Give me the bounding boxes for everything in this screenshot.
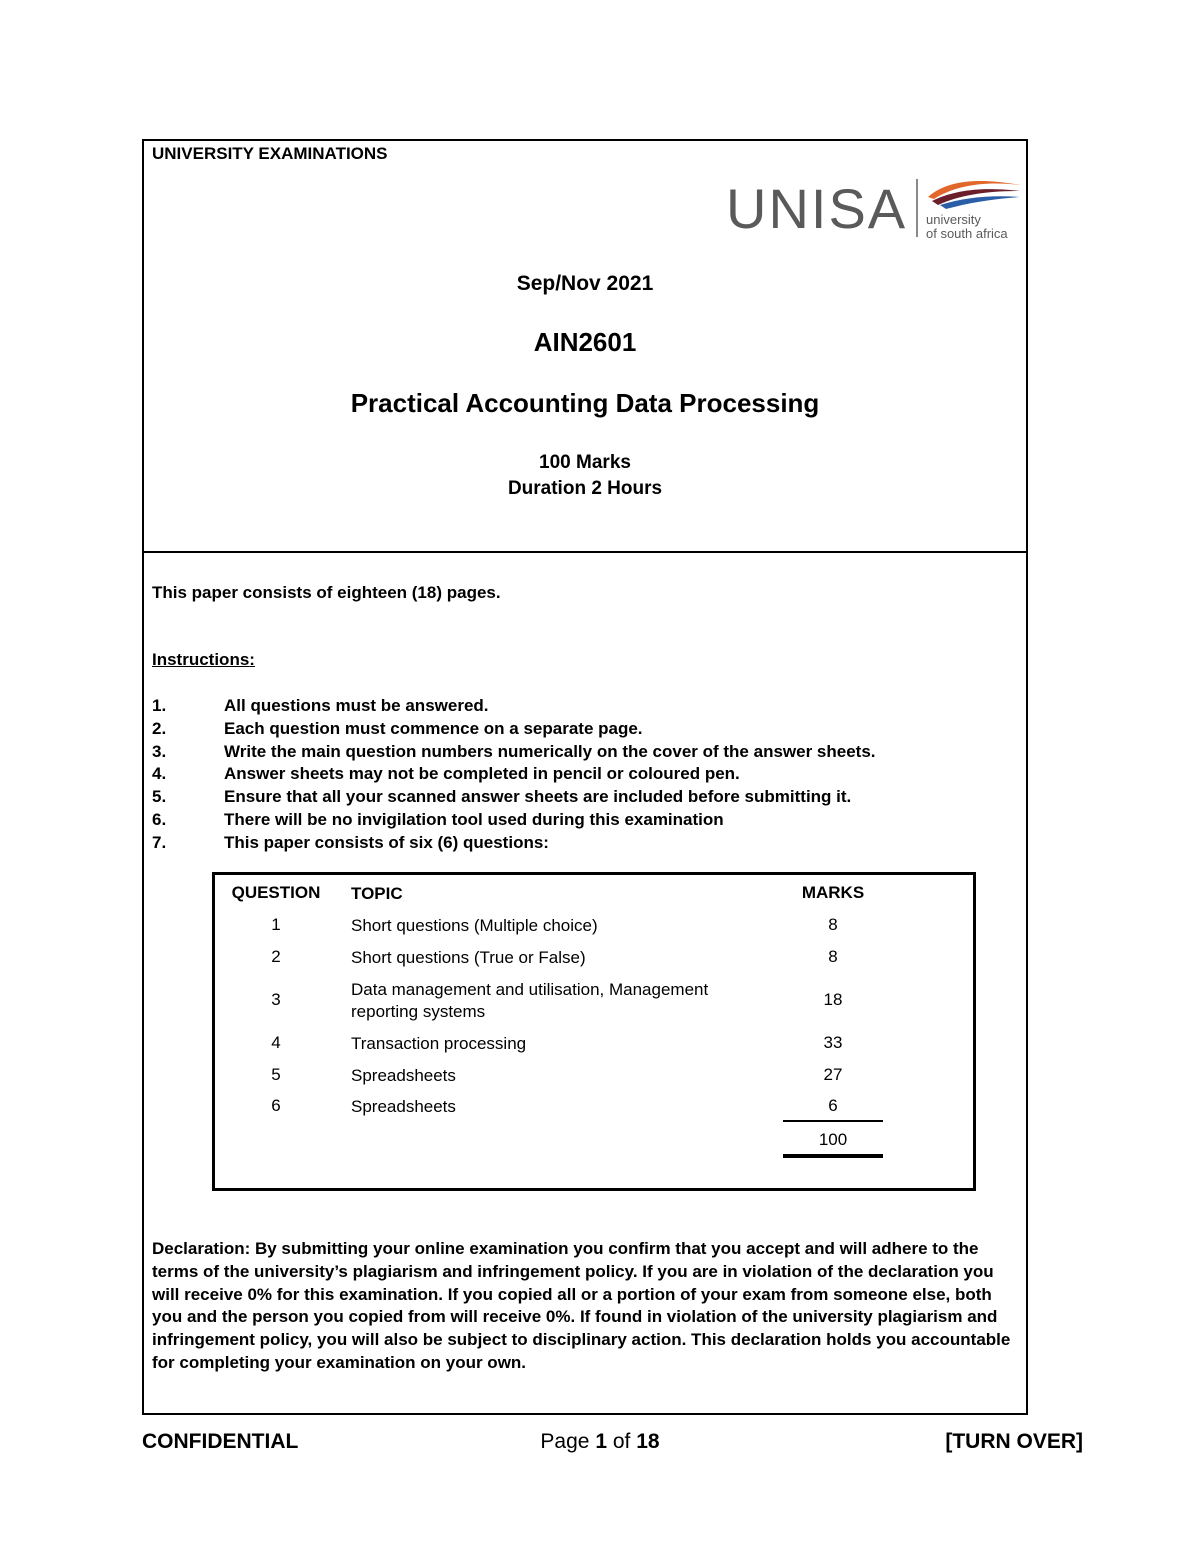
list-item (152, 695, 876, 718)
section-divider (144, 551, 1026, 553)
list-item-text: This paper consists of six (6) questions: (224, 832, 549, 852)
question-number: 2 (271, 947, 281, 966)
list-item (152, 809, 876, 832)
declaration: Declaration: By submitting your online examination you confirm that you accept and will adhere to the terms of the university’s plagiarism and infringement policy. If you are in violation of the declaration you will receive 0% for this examination. If you copied all or a portion of your exam from someone else, both you and the person you copied from will receive 0%. If found in violation of the university plagiarism and infringement policy, you will also be subject to disciplinary action. This declaration holds you accountable for completing your examination on your own. (152, 1239, 1011, 1372)
total-double-rule (783, 1154, 883, 1158)
header-question: QUESTION (231, 883, 321, 902)
module-code: AIN2601 (533, 327, 637, 357)
list-item-text: Each question must commence on a separate page. (224, 718, 643, 738)
instructions-heading (152, 650, 255, 670)
footer-page-total: 18 (636, 1430, 660, 1453)
module-title: Practical Accounting Data Processing (350, 388, 820, 418)
footer-confidential: CONFIDENTIAL (142, 1430, 299, 1453)
question-marks: 18 (823, 990, 843, 1009)
question-topic: Spreadsheets (351, 1066, 456, 1085)
list-item-text: Answer sheets may not be completed in pencil or coloured pen. (224, 764, 740, 784)
list-item-text: Ensure that all your scanned answer sheets are included before submitting it. (224, 787, 852, 807)
question-marks: 8 (828, 915, 838, 934)
marks-duration (144, 450, 1026, 502)
question-topic: Transaction processing (351, 1034, 527, 1053)
footer-page-of: of (612, 1430, 631, 1453)
total-marks: 100 Marks (539, 452, 631, 473)
question-marks: 33 (823, 1033, 843, 1052)
list-item-text: Write the main question numbers numerically on the cover of the answer sheets. (224, 741, 876, 761)
header-marks: MARKS (801, 883, 865, 902)
question-number: 6 (271, 1096, 281, 1115)
header-label: UNIVERSITY EXAMINATIONS (152, 144, 388, 163)
question-topic: Spreadsheets (351, 1097, 456, 1116)
list-item (152, 786, 876, 809)
question-number: 4 (271, 1033, 281, 1052)
header-topic: TOPIC (351, 884, 403, 903)
list-item (152, 763, 876, 786)
list-item-text: All questions must be answered. (224, 696, 489, 715)
instructions-list (152, 695, 876, 855)
question-number: 5 (271, 1065, 281, 1084)
question-number: 3 (271, 990, 281, 1009)
logo-swoosh-icon (926, 175, 1022, 211)
list-item-number: 2. (152, 718, 167, 738)
instructions-colon: : (249, 650, 255, 669)
list-item-number: 1. (152, 696, 167, 715)
question-number: 1 (271, 915, 281, 934)
subtotal-rule (783, 1120, 883, 1122)
list-item-text: There will be no invigilation tool used during this examination (224, 809, 724, 829)
list-item (152, 741, 876, 764)
unisa-logo (726, 175, 1016, 245)
list-item (152, 832, 876, 855)
footer-page-current: 1 (595, 1430, 607, 1453)
list-item-number: 5. (152, 787, 167, 807)
question-marks: 6 (828, 1096, 838, 1115)
exam-date: Sep/Nov 2021 (516, 272, 654, 295)
question-topic: Short questions (True or False) (351, 948, 586, 967)
list-item (152, 718, 876, 741)
pages-note: This paper consists of eighteen (18) pages. (152, 583, 501, 602)
question-topic: Data management and utilisation, Management reporting systems (351, 980, 709, 1021)
duration: Duration 2 Hours (507, 478, 663, 499)
list-item-number: 3. (152, 741, 167, 761)
list-item-number: 4. (152, 764, 167, 784)
logo-divider (916, 179, 918, 237)
question-marks: 8 (828, 947, 838, 966)
logo-wordmark: UNISA (726, 177, 908, 240)
total-marks-value: 100 (818, 1130, 848, 1149)
question-table (212, 872, 976, 1191)
logo-subtitle (926, 213, 1008, 241)
logo-sub-line2: of south africa (926, 226, 1008, 241)
question-topic: Short questions (Multiple choice) (351, 916, 598, 935)
exam-cover-frame (142, 139, 1028, 1415)
question-marks: 27 (823, 1065, 843, 1084)
logo-sub-line1: university (926, 212, 981, 227)
list-item-number: 6. (152, 809, 167, 829)
instructions-heading-text: Instructions (152, 650, 250, 669)
list-item-number: 7. (152, 832, 167, 852)
footer-page-word: Page (540, 1430, 590, 1453)
footer-turn-over: [TURN OVER] (945, 1430, 1083, 1453)
